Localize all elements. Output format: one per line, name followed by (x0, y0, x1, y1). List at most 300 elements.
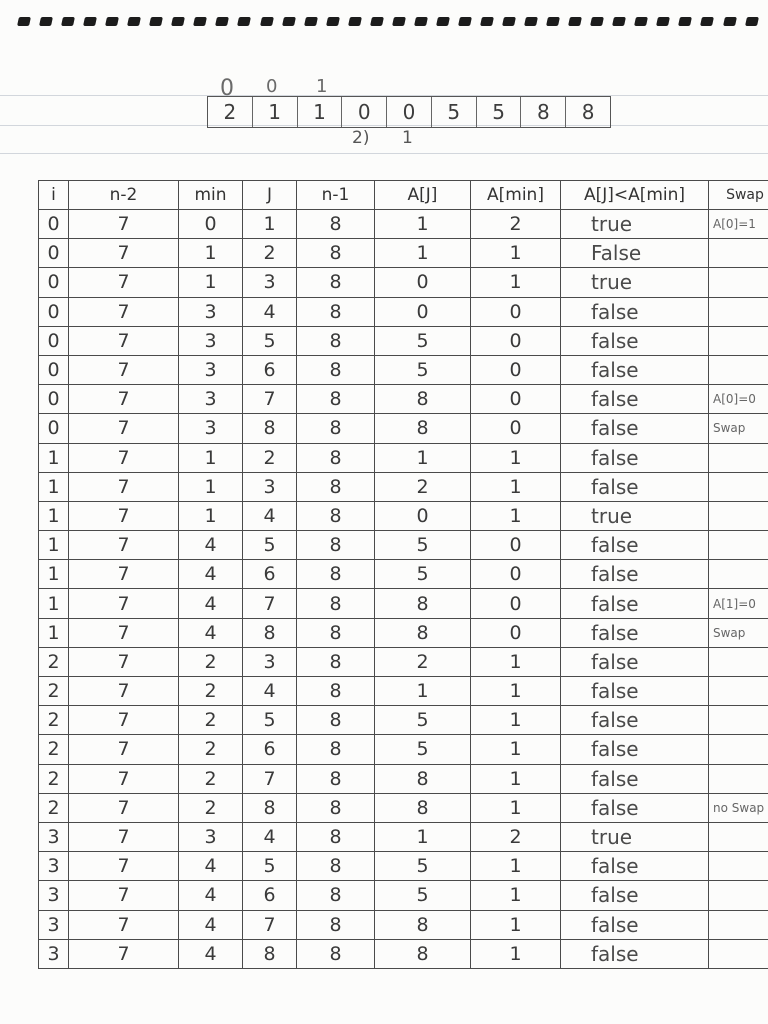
cell-swap (709, 472, 768, 501)
cell-n-minus-2: 7 (69, 501, 179, 530)
cell-a-j: 1 (375, 210, 471, 239)
cell-a-j: 8 (375, 589, 471, 618)
spiral-hole (436, 17, 450, 26)
table-row (39, 764, 768, 793)
cell-a-j: 8 (375, 793, 471, 822)
table-row (39, 881, 768, 910)
array-note: 1 (402, 128, 413, 148)
array-cell: 8 (581, 100, 595, 124)
cell-swap (709, 560, 768, 589)
cell-a-j: 2 (375, 472, 471, 501)
spiral-hole (590, 17, 604, 26)
cell-comparison: false (561, 852, 709, 881)
cell-n-minus-1: 8 (297, 881, 375, 910)
cell-j: 5 (243, 326, 297, 355)
cell-a-min: 1 (471, 443, 561, 472)
cell-i: 2 (39, 764, 69, 793)
table-row (39, 618, 768, 647)
cell-n-minus-1: 8 (297, 560, 375, 589)
table-row (39, 326, 768, 355)
cell-j: 6 (243, 881, 297, 910)
cell-min: 4 (179, 618, 243, 647)
cell-a-j: 8 (375, 939, 471, 968)
cell-a-j: 5 (375, 735, 471, 764)
table-row (39, 297, 768, 326)
spiral-hole (612, 17, 626, 26)
cell-swap (709, 881, 768, 910)
cell-n-minus-1: 8 (297, 414, 375, 443)
spiral-hole (502, 17, 516, 26)
cell-min: 4 (179, 939, 243, 968)
spiral-hole (149, 17, 163, 26)
cell-a-min: 1 (471, 939, 561, 968)
cell-a-j: 8 (375, 414, 471, 443)
cell-i: 2 (39, 647, 69, 676)
cell-min: 4 (179, 910, 243, 939)
cell-a-min: 1 (471, 706, 561, 735)
table-row (39, 647, 768, 676)
cell-j: 3 (243, 268, 297, 297)
cell-i: 0 (39, 385, 69, 414)
cell-swap (709, 852, 768, 881)
cell-comparison: false (561, 677, 709, 706)
index-mark: 1 (316, 76, 328, 97)
cell-swap (709, 706, 768, 735)
cell-min: 3 (179, 355, 243, 384)
cell-i: 1 (39, 443, 69, 472)
table-row (39, 472, 768, 501)
cell-min: 2 (179, 677, 243, 706)
array-cell: 5 (432, 97, 477, 127)
cell-a-min: 0 (471, 560, 561, 589)
cell-comparison: false (561, 531, 709, 560)
cell-comparison: false (561, 472, 709, 501)
cell-n-minus-2: 7 (69, 326, 179, 355)
table-row (39, 385, 768, 414)
cell-a-j: 5 (375, 560, 471, 589)
cell-swap: no Swap (709, 793, 768, 822)
cell-swap (709, 297, 768, 326)
cell-i: 0 (39, 239, 69, 268)
cell-a-j: 5 (375, 355, 471, 384)
cell-i: 1 (39, 618, 69, 647)
cell-n-minus-1: 8 (297, 501, 375, 530)
spiral-hole (480, 17, 494, 26)
spiral-hole (171, 17, 185, 26)
array-cell: 0 (387, 97, 432, 127)
header-i: i (39, 181, 69, 210)
table-row (39, 501, 768, 530)
cell-a-j: 0 (375, 268, 471, 297)
cell-comparison: false (561, 939, 709, 968)
cell-a-min: 0 (471, 355, 561, 384)
cell-a-j: 0 (375, 297, 471, 326)
cell-n-minus-1: 8 (297, 939, 375, 968)
cell-comparison: false (561, 560, 709, 589)
spiral-hole (215, 17, 229, 26)
cell-min: 3 (179, 326, 243, 355)
cell-min: 3 (179, 385, 243, 414)
header-comparison: A[J]<A[min] (561, 181, 709, 210)
array-box (207, 96, 611, 128)
cell-n-minus-2: 7 (69, 881, 179, 910)
cell-n-minus-2: 7 (69, 822, 179, 851)
cell-n-minus-2: 7 (69, 735, 179, 764)
cell-n-minus-1: 8 (297, 326, 375, 355)
table-row (39, 822, 768, 851)
array-cell: 0 (342, 97, 387, 127)
cell-a-min: 2 (471, 822, 561, 851)
cell-i: 1 (39, 560, 69, 589)
cell-n-minus-1: 8 (297, 706, 375, 735)
cell-swap (709, 910, 768, 939)
cell-n-minus-2: 7 (69, 618, 179, 647)
cell-a-min: 1 (471, 239, 561, 268)
cell-j: 5 (243, 852, 297, 881)
cell-a-min: 0 (471, 385, 561, 414)
cell-j: 1 (243, 210, 297, 239)
cell-a-j: 5 (375, 531, 471, 560)
cell-n-minus-1: 8 (297, 647, 375, 676)
header-n-minus-2: n-2 (69, 181, 179, 210)
cell-j: 2 (243, 443, 297, 472)
cell-a-min: 1 (471, 677, 561, 706)
cell-n-minus-1: 8 (297, 910, 375, 939)
cell-swap: Swap (709, 414, 768, 443)
spiral-hole (238, 17, 252, 26)
cell-a-min: 0 (471, 297, 561, 326)
cell-i: 2 (39, 793, 69, 822)
cell-swap (709, 764, 768, 793)
cell-swap: A[0]=1 (709, 210, 768, 239)
cell-min: 2 (179, 764, 243, 793)
cell-i: 1 (39, 501, 69, 530)
cell-n-minus-1: 8 (297, 852, 375, 881)
header-swap: Swap (709, 181, 768, 210)
cell-swap (709, 268, 768, 297)
cell-a-j: 1 (375, 677, 471, 706)
cell-comparison: true (561, 210, 709, 239)
cell-a-min: 1 (471, 472, 561, 501)
table-row (39, 735, 768, 764)
table-row (39, 268, 768, 297)
cell-a-j: 5 (375, 852, 471, 881)
cell-comparison: False (561, 239, 709, 268)
spiral-hole (127, 17, 141, 26)
cell-j: 7 (243, 385, 297, 414)
spiral-hole (723, 17, 737, 26)
cell-min: 2 (179, 706, 243, 735)
cell-min: 2 (179, 735, 243, 764)
cell-min: 4 (179, 589, 243, 618)
cell-comparison: false (561, 414, 709, 443)
cell-n-minus-2: 7 (69, 472, 179, 501)
spiral-hole (634, 17, 648, 26)
cell-n-minus-1: 8 (297, 677, 375, 706)
cell-min: 4 (179, 881, 243, 910)
cell-j: 8 (243, 414, 297, 443)
spiral-hole (568, 17, 582, 26)
spiral-hole (83, 17, 97, 26)
cell-j: 8 (243, 939, 297, 968)
cell-j: 6 (243, 355, 297, 384)
cell-min: 4 (179, 531, 243, 560)
cell-a-min: 2 (471, 210, 561, 239)
spiral-hole (39, 17, 53, 26)
cell-comparison: false (561, 910, 709, 939)
cell-i: 0 (39, 210, 69, 239)
cell-a-j: 1 (375, 443, 471, 472)
cell-n-minus-1: 8 (297, 239, 375, 268)
cell-swap (709, 939, 768, 968)
cell-n-minus-2: 7 (69, 385, 179, 414)
cell-n-minus-1: 8 (297, 268, 375, 297)
array-note: 2) (352, 128, 370, 148)
spiral-hole (700, 17, 714, 26)
cell-a-j: 5 (375, 881, 471, 910)
cell-n-minus-1: 8 (297, 793, 375, 822)
table-row (39, 939, 768, 968)
cell-n-minus-2: 7 (69, 297, 179, 326)
cell-n-minus-1: 8 (297, 618, 375, 647)
header-row (39, 181, 768, 210)
cell-a-j: 8 (375, 764, 471, 793)
cell-i: 0 (39, 326, 69, 355)
cell-min: 3 (179, 414, 243, 443)
cell-j: 5 (243, 531, 297, 560)
cell-i: 0 (39, 355, 69, 384)
cell-min: 0 (179, 210, 243, 239)
cell-swap (709, 326, 768, 355)
cell-a-j: 8 (375, 618, 471, 647)
table-body (39, 210, 768, 969)
cell-i: 3 (39, 822, 69, 851)
cell-comparison: false (561, 793, 709, 822)
cell-n-minus-1: 8 (297, 355, 375, 384)
cell-swap (709, 531, 768, 560)
cell-min: 1 (179, 501, 243, 530)
cell-n-minus-2: 7 (69, 677, 179, 706)
cell-j: 7 (243, 764, 297, 793)
cell-i: 2 (39, 677, 69, 706)
table-row (39, 589, 768, 618)
cell-j: 3 (243, 647, 297, 676)
cell-n-minus-2: 7 (69, 764, 179, 793)
cell-swap (709, 647, 768, 676)
cell-min: 2 (179, 647, 243, 676)
table-row (39, 706, 768, 735)
spiral-hole (260, 17, 274, 26)
spiral-hole (304, 17, 318, 26)
cell-min: 4 (179, 560, 243, 589)
index-mark: 0 (266, 76, 278, 97)
cell-comparison: false (561, 297, 709, 326)
cell-i: 1 (39, 531, 69, 560)
cell-n-minus-1: 8 (297, 297, 375, 326)
cell-min: 1 (179, 443, 243, 472)
cell-a-min: 0 (471, 618, 561, 647)
array-cell: 1 (253, 97, 298, 127)
cell-swap: A[0]=0 (709, 385, 768, 414)
cell-comparison: false (561, 443, 709, 472)
cell-a-min: 1 (471, 910, 561, 939)
cell-i: 3 (39, 881, 69, 910)
cell-i: 2 (39, 735, 69, 764)
cell-j: 2 (243, 239, 297, 268)
cell-comparison: false (561, 706, 709, 735)
cell-n-minus-2: 7 (69, 560, 179, 589)
cell-a-min: 0 (471, 414, 561, 443)
cell-j: 7 (243, 910, 297, 939)
cell-swap: A[1]=0 (709, 589, 768, 618)
cell-min: 2 (179, 793, 243, 822)
cell-min: 3 (179, 297, 243, 326)
cell-n-minus-1: 8 (297, 385, 375, 414)
cell-j: 4 (243, 677, 297, 706)
header-j: J (243, 181, 297, 210)
table-row (39, 239, 768, 268)
cell-i: 0 (39, 268, 69, 297)
table-row (39, 531, 768, 560)
cell-swap (709, 822, 768, 851)
cell-n-minus-2: 7 (69, 852, 179, 881)
cell-n-minus-2: 7 (69, 239, 179, 268)
array-cell: 8 (521, 97, 566, 127)
cell-n-minus-2: 7 (69, 910, 179, 939)
header-a-j: A[J] (375, 181, 471, 210)
spiral-hole (61, 17, 75, 26)
cell-comparison: false (561, 326, 709, 355)
cell-n-minus-1: 8 (297, 531, 375, 560)
spiral-hole (392, 17, 406, 26)
cell-comparison: false (561, 647, 709, 676)
cell-a-min: 1 (471, 268, 561, 297)
cell-a-min: 1 (471, 764, 561, 793)
cell-comparison: false (561, 881, 709, 910)
cell-n-minus-2: 7 (69, 939, 179, 968)
cell-n-minus-2: 7 (69, 443, 179, 472)
cell-n-minus-2: 7 (69, 531, 179, 560)
cell-a-min: 1 (471, 735, 561, 764)
cell-min: 1 (179, 472, 243, 501)
cell-j: 7 (243, 589, 297, 618)
table-row (39, 793, 768, 822)
spiral-binding (18, 14, 758, 28)
cell-a-min: 1 (471, 881, 561, 910)
cell-comparison: false (561, 355, 709, 384)
ruled-line (0, 153, 768, 154)
cell-n-minus-1: 8 (297, 210, 375, 239)
cell-swap (709, 443, 768, 472)
cell-comparison: false (561, 385, 709, 414)
cell-a-j: 8 (375, 385, 471, 414)
cell-min: 1 (179, 239, 243, 268)
cell-comparison: true (561, 501, 709, 530)
cell-n-minus-2: 7 (69, 210, 179, 239)
trace-table (38, 180, 768, 969)
cell-comparison: false (561, 618, 709, 647)
array-cell: 2 (208, 97, 253, 127)
cell-n-minus-1: 8 (297, 589, 375, 618)
cell-comparison: false (561, 735, 709, 764)
cell-comparison: false (561, 764, 709, 793)
cell-a-j: 5 (375, 326, 471, 355)
cell-j: 5 (243, 706, 297, 735)
cell-swap (709, 501, 768, 530)
spiral-hole (370, 17, 384, 26)
cell-i: 3 (39, 852, 69, 881)
header-n-minus-1: n-1 (297, 181, 375, 210)
spiral-hole (524, 17, 538, 26)
cell-a-min: 1 (471, 647, 561, 676)
cell-n-minus-2: 7 (69, 414, 179, 443)
table-row (39, 910, 768, 939)
cell-n-minus-1: 8 (297, 822, 375, 851)
cell-min: 4 (179, 852, 243, 881)
cell-a-j: 5 (375, 706, 471, 735)
cell-j: 8 (243, 793, 297, 822)
cell-a-j: 1 (375, 239, 471, 268)
table-row (39, 414, 768, 443)
header-min: min (179, 181, 243, 210)
cell-n-minus-2: 7 (69, 268, 179, 297)
spiral-hole (105, 17, 119, 26)
cell-i: 2 (39, 706, 69, 735)
spiral-hole (745, 17, 759, 26)
cell-a-min: 1 (471, 501, 561, 530)
cell-n-minus-2: 7 (69, 706, 179, 735)
cell-n-minus-2: 7 (69, 647, 179, 676)
cell-n-minus-2: 7 (69, 355, 179, 384)
cell-i: 1 (39, 472, 69, 501)
cell-a-min: 0 (471, 531, 561, 560)
cell-comparison: true (561, 822, 709, 851)
cell-a-j: 0 (375, 501, 471, 530)
cell-j: 4 (243, 297, 297, 326)
cell-min: 3 (179, 822, 243, 851)
cell-n-minus-1: 8 (297, 764, 375, 793)
cell-n-minus-2: 7 (69, 793, 179, 822)
cell-a-min: 1 (471, 793, 561, 822)
cell-a-min: 0 (471, 589, 561, 618)
cell-n-minus-1: 8 (297, 472, 375, 501)
header-a-min: A[min] (471, 181, 561, 210)
cell-i: 0 (39, 297, 69, 326)
cell-n-minus-2: 7 (69, 589, 179, 618)
cell-a-min: 0 (471, 326, 561, 355)
table-row (39, 443, 768, 472)
cell-swap (709, 239, 768, 268)
cell-j: 3 (243, 472, 297, 501)
spiral-hole (546, 17, 560, 26)
cell-n-minus-1: 8 (297, 443, 375, 472)
cell-swap: Swap (709, 618, 768, 647)
array-cell: 5 (477, 97, 522, 127)
cell-swap (709, 735, 768, 764)
table-row (39, 560, 768, 589)
array-cell: 1 (298, 97, 343, 127)
cell-n-minus-1: 8 (297, 735, 375, 764)
spiral-hole (458, 17, 472, 26)
cell-j: 6 (243, 560, 297, 589)
spiral-hole (282, 17, 296, 26)
cell-a-min: 1 (471, 852, 561, 881)
spiral-hole (326, 17, 340, 26)
cell-swap (709, 355, 768, 384)
cell-swap (709, 677, 768, 706)
cell-a-j: 8 (375, 910, 471, 939)
table-row (39, 852, 768, 881)
